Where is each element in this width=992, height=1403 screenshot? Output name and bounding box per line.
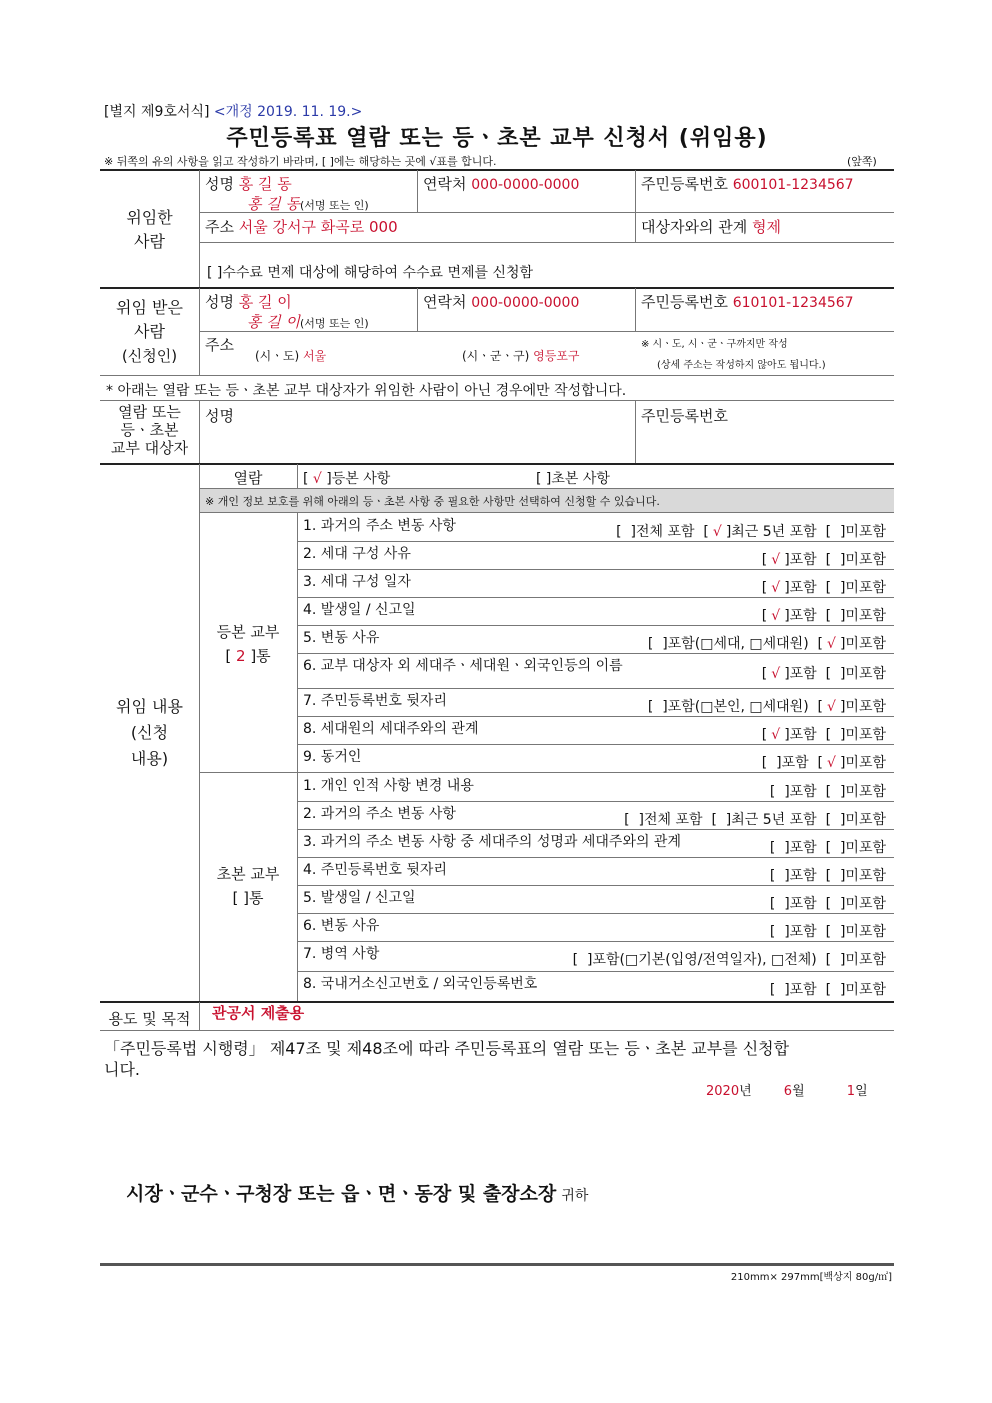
chobon-item-label: 3. 과거의 주소 변동 사항 중 세대주의 성명과 세대주와의 관계 (303, 834, 681, 850)
instruction-notice: ※ 뒤쪽의 유의 사항을 읽고 작성하기 바라며, [ ]에는 해당하는 곳에 √표를 합니다. (104, 155, 497, 168)
bracket-open: [ (225, 647, 232, 665)
delegate-contact (423, 291, 579, 312)
privacy-note: ※ 개인 정보 보호를 위해 아래의 등ㆍ초본 사항 중 필요한 사항만 선택하여 신청할 수 있습니다. (205, 495, 660, 508)
section-divider (100, 463, 894, 465)
relation-label: 대상자와의 관계 (641, 218, 748, 236)
view-deungbon-label: ]등본 사항 (326, 471, 391, 487)
check-mark-icon: √ (771, 727, 781, 743)
chobon-item-label: 2. 과거의 주소 변동 사항 (303, 806, 456, 822)
year-unit: 년 (739, 1084, 752, 1099)
revision-date: <개정 2019. 11. 19.> (213, 104, 363, 120)
view-deungbon-checkbox[interactable] (303, 468, 390, 488)
row-divider (297, 885, 894, 886)
option-text: ]포함 [ ]미포함 (784, 552, 886, 568)
delegator-address-value[interactable]: 서울 강서구 화곡로 000 (238, 218, 398, 236)
table-top-border (100, 169, 894, 171)
name-label: 성명 (205, 175, 234, 193)
chobon-count[interactable]: [ ]통 (232, 889, 264, 907)
content-label-line1: 위임 내용 (116, 697, 183, 716)
contact-label: 연락처 (423, 293, 467, 311)
option-text: ]미포함 (839, 755, 886, 771)
bottom-rule (100, 1263, 894, 1266)
option-text: [ (761, 666, 768, 682)
target-section-label (100, 403, 199, 457)
deungbon-item-options[interactable] (616, 521, 886, 541)
check-mark-icon: √ (771, 666, 781, 682)
divider (199, 401, 200, 463)
divider (199, 242, 894, 243)
delegate-label-line1: 위임 받은 (116, 298, 183, 317)
check-mark-icon: √ (771, 608, 781, 624)
deungbon-item-label: 9. 동거인 (303, 749, 362, 765)
delegate-section-label (100, 296, 199, 368)
view-chobon-checkbox[interactable]: [ ]초본 사항 (536, 471, 610, 487)
section-divider (100, 287, 894, 289)
address-note-2: (상세 주소는 작성하지 않아도 됩니다.) (657, 360, 826, 371)
option-text: ]포함 [ ]미포함 (784, 608, 886, 624)
chobon-item-options[interactable]: [ ]포함 [ ]미포함 (769, 868, 886, 884)
option-text: [ (761, 727, 768, 743)
sign-hint: (서명 또는 인) (300, 199, 369, 212)
chobon-item-options[interactable]: [ ]포함 [ ]미포함 (769, 896, 886, 912)
rrn-label: 주민등록번호 (641, 175, 728, 193)
row-divider (297, 597, 894, 598)
content-label-line2: (신청 (130, 723, 169, 742)
view-label: 열람 (233, 469, 263, 487)
delegator-relation (641, 216, 781, 237)
signature-value[interactable]: 홍 길 동 (247, 195, 301, 213)
day-unit: 일 (855, 1084, 868, 1099)
option-text: [ ]포함(□세대, □세대원) [ (647, 636, 824, 652)
option-text: [ (761, 552, 768, 568)
row-divider (297, 716, 894, 717)
option-text: ]포함 [ ]미포함 (784, 580, 886, 596)
chobon-item-options[interactable]: [ ]포함 [ ]미포함 (769, 982, 886, 998)
sido-label: (시ㆍ도) (255, 349, 300, 363)
divider (199, 170, 200, 287)
page-title: 주민등록표 열람 또는 등ㆍ초본 교부 신청서 (위임용) (226, 126, 768, 151)
row-divider (297, 688, 894, 689)
form-number-label: [별지 제9호서식] (104, 104, 210, 120)
row-divider (297, 857, 894, 858)
bracket-open: [ (303, 471, 309, 487)
deungbon-item-options[interactable] (648, 633, 886, 653)
month-unit: 월 (792, 1084, 805, 1099)
option-text: [ (761, 580, 768, 596)
check-mark-icon: √ (312, 471, 322, 487)
delegate-label-line2: 사람 (134, 322, 165, 341)
divider (100, 375, 894, 376)
divider (635, 288, 636, 331)
delegator-rrn-value[interactable]: 600101-1234567 (732, 177, 854, 193)
check-mark-icon: √ (771, 552, 781, 568)
delegator-label-line2: 사람 (134, 232, 165, 251)
contact-label: 연락처 (423, 175, 467, 193)
sign-hint: (서명 또는 인) (300, 317, 369, 330)
check-mark-icon: √ (771, 580, 781, 596)
purpose-label: 용도 및 목적 (108, 1010, 191, 1028)
address-note-1: ※ 시ㆍ도, 시ㆍ군ㆍ구까지만 작성 (641, 339, 788, 350)
chobon-label (199, 862, 297, 910)
divider (199, 512, 894, 513)
sigungu-label: (시ㆍ군ㆍ구) (462, 349, 530, 363)
row-divider (297, 744, 894, 745)
chobon-item-label: 8. 국내거소신고번호 / 외국인등록번호 (303, 976, 538, 992)
delegate-sido (255, 347, 326, 364)
content-section-label (100, 694, 199, 772)
divider (297, 513, 298, 1001)
chobon-item-label: 5. 발생일 / 신고일 (303, 890, 416, 906)
divider (100, 1030, 894, 1031)
application-date (706, 1080, 868, 1099)
row-divider (297, 801, 894, 802)
row-divider (297, 913, 894, 914)
date-year[interactable]: 2020 (706, 1084, 740, 1099)
delegate-name (205, 291, 292, 312)
target-notice: * 아래는 열람 또는 등ㆍ초본 교부 대상자가 위임한 사람이 아닌 경우에만 작성합니다. (106, 383, 627, 399)
divider (417, 170, 418, 212)
target-name-label: 성명 (205, 407, 234, 425)
delegator-rrn (641, 173, 854, 194)
deungbon-item-options[interactable] (648, 696, 886, 716)
deungbon-item-label: 1. 과거의 주소 변동 사항 (303, 518, 456, 534)
recipient (126, 1179, 588, 1206)
delegator-contact-value[interactable]: 000-0000-0000 (471, 177, 580, 193)
chobon-item-label: 6. 변동 사유 (303, 918, 380, 934)
deungbon-item-options[interactable] (762, 724, 886, 744)
option-text: ]미포함 (839, 636, 886, 652)
option-text: [ ]전체 포함 [ (616, 524, 709, 540)
chobon-item-options[interactable]: [ ]포함 [ ]미포함 (769, 840, 886, 856)
date-day[interactable]: 1 (846, 1084, 856, 1099)
deungbon-item-label: 2. 세대 구성 사유 (303, 546, 411, 562)
delegate-sigungu-value[interactable]: 영등포구 (533, 349, 580, 363)
row-divider (297, 829, 894, 830)
statement-line2: 니다. (104, 1060, 140, 1079)
option-text: [ ]포함 [ (761, 755, 824, 771)
delegate-name-value[interactable]: 홍 길 이 (238, 293, 292, 311)
chobon-item-label: 7. 병역 사항 (303, 946, 380, 962)
divider (100, 400, 894, 401)
option-text: ]포함 [ ]미포함 (784, 727, 886, 743)
purpose-value[interactable]: 관공서 제출용 (212, 1004, 305, 1022)
delegator-section-label (100, 206, 199, 254)
delegate-rrn (641, 291, 854, 312)
deungbon-item-options[interactable] (762, 605, 886, 625)
deungbon-item-label: 8. 세대원의 세대주와의 관계 (303, 721, 479, 737)
delegate-address-label: 주소 (205, 336, 234, 354)
deungbon-label-text: 등본 교부 (216, 623, 280, 641)
delegate-label-line3: (신청인) (121, 347, 178, 365)
divider (417, 288, 418, 331)
page-side-label: (앞쪽) (847, 155, 877, 168)
check-mark-icon: √ (712, 524, 722, 540)
chobon-item-options[interactable]: [ ]포함 [ ]미포함 (769, 924, 886, 940)
option-text: [ ]포함(□본인, □세대원) [ (647, 699, 824, 715)
deungbon-item-label: 3. 세대 구성 일자 (303, 574, 411, 590)
delegator-signature (247, 193, 369, 214)
deungbon-item-options[interactable] (762, 577, 886, 597)
row-divider (297, 941, 894, 942)
delegate-contact-value[interactable]: 000-0000-0000 (471, 295, 580, 311)
deungbon-item-options[interactable] (762, 549, 886, 569)
deungbon-item-label: 5. 변동 사유 (303, 630, 380, 646)
chobon-item-options[interactable]: [ ]전체 포함 [ ]최근 5년 포함 [ ]미포함 (624, 812, 886, 828)
divider (635, 401, 636, 463)
delegate-rrn-value[interactable]: 610101-1234567 (732, 295, 854, 311)
divider (297, 464, 298, 488)
row-divider (297, 541, 894, 542)
deungbon-item-label: 7. 주민등록번호 뒷자리 (303, 693, 447, 709)
deungbon-item-label: 6. 교부 대상자 외 세대주ㆍ세대원ㆍ외국인등의 이름 (303, 658, 623, 674)
chobon-item-label: 4. 주민등록번호 뒷자리 (303, 862, 447, 878)
divider (199, 464, 200, 1001)
chobon-label-text: 초본 교부 (216, 865, 280, 883)
paper-spec: 210mm× 297mm[백상지 80g/㎡] (730, 1272, 892, 1283)
count-unit: ]통 (250, 647, 271, 665)
recipient-suffix: 귀하 (561, 1188, 589, 1204)
check-mark-icon: √ (827, 755, 836, 771)
chobon-item-options[interactable]: [ ]포함 [ ]미포함 (769, 784, 886, 800)
form-number (104, 101, 362, 121)
divider (199, 772, 894, 773)
delegator-contact (423, 173, 579, 194)
address-label: 주소 (205, 218, 234, 236)
target-label-line2: 등ㆍ초본 (120, 421, 179, 439)
deungbon-item-options[interactable] (762, 663, 886, 683)
row-divider (297, 625, 894, 626)
delegator-relation-value[interactable]: 형제 (751, 218, 781, 236)
target-label-line3: 교부 대상자 (110, 439, 189, 457)
option-text: ]포함 [ ]미포함 (784, 666, 886, 682)
recipient-text: 시장ㆍ군수ㆍ구청장 또는 읍ㆍ면ㆍ동장 및 출장소장 (126, 1183, 557, 1205)
delegator-address (205, 216, 398, 237)
divider (199, 1002, 200, 1030)
deungbon-label (199, 620, 297, 668)
signature-value[interactable]: 홍 길 이 (247, 313, 301, 331)
delegate-sido-value[interactable]: 서울 (302, 349, 327, 363)
row-divider (297, 569, 894, 570)
chobon-item-label: 1. 개인 인적 사항 변경 내용 (303, 778, 474, 794)
statement-line1: 「주민등록법 시행령」 제47조 및 제48조에 따라 주민등록표의 열람 또는 등ㆍ초본 교부를 신청합 (104, 1039, 790, 1058)
target-label-line1: 열람 또는 (118, 403, 181, 421)
row-divider (297, 971, 894, 972)
deungbon-count-value: 2 (235, 647, 246, 665)
rrn-label: 주민등록번호 (641, 293, 728, 311)
target-rrn-label: 주민등록번호 (641, 407, 728, 425)
chobon-item-options[interactable]: [ ]포함(□기본(입영/전역일자), □전체) [ ]미포함 (572, 952, 886, 968)
delegate-signature (247, 311, 369, 332)
row-divider (297, 653, 894, 654)
name-label: 성명 (205, 293, 234, 311)
deungbon-count[interactable] (199, 644, 297, 668)
option-text: [ (761, 608, 768, 624)
fee-exempt-checkbox[interactable]: [ ]수수료 면제 대상에 해당하여 수수료 면제를 신청함 (207, 265, 534, 281)
check-mark-icon: √ (827, 636, 836, 652)
delegator-name (205, 173, 292, 194)
divider (635, 170, 636, 242)
date-month[interactable]: 6 (783, 1084, 793, 1099)
delegate-sigungu (462, 347, 580, 364)
delegator-name-value[interactable]: 홍 길 동 (238, 175, 292, 193)
content-label-line3: 내용) (130, 749, 169, 768)
option-text: ]최근 5년 포함 [ ]미포함 (725, 524, 886, 540)
option-text: ]미포함 (839, 699, 886, 715)
deungbon-item-label: 4. 발생일 / 신고일 (303, 602, 416, 618)
delegator-label-line1: 위임한 (126, 208, 173, 227)
deungbon-item-options[interactable] (762, 752, 886, 772)
check-mark-icon: √ (827, 699, 836, 715)
